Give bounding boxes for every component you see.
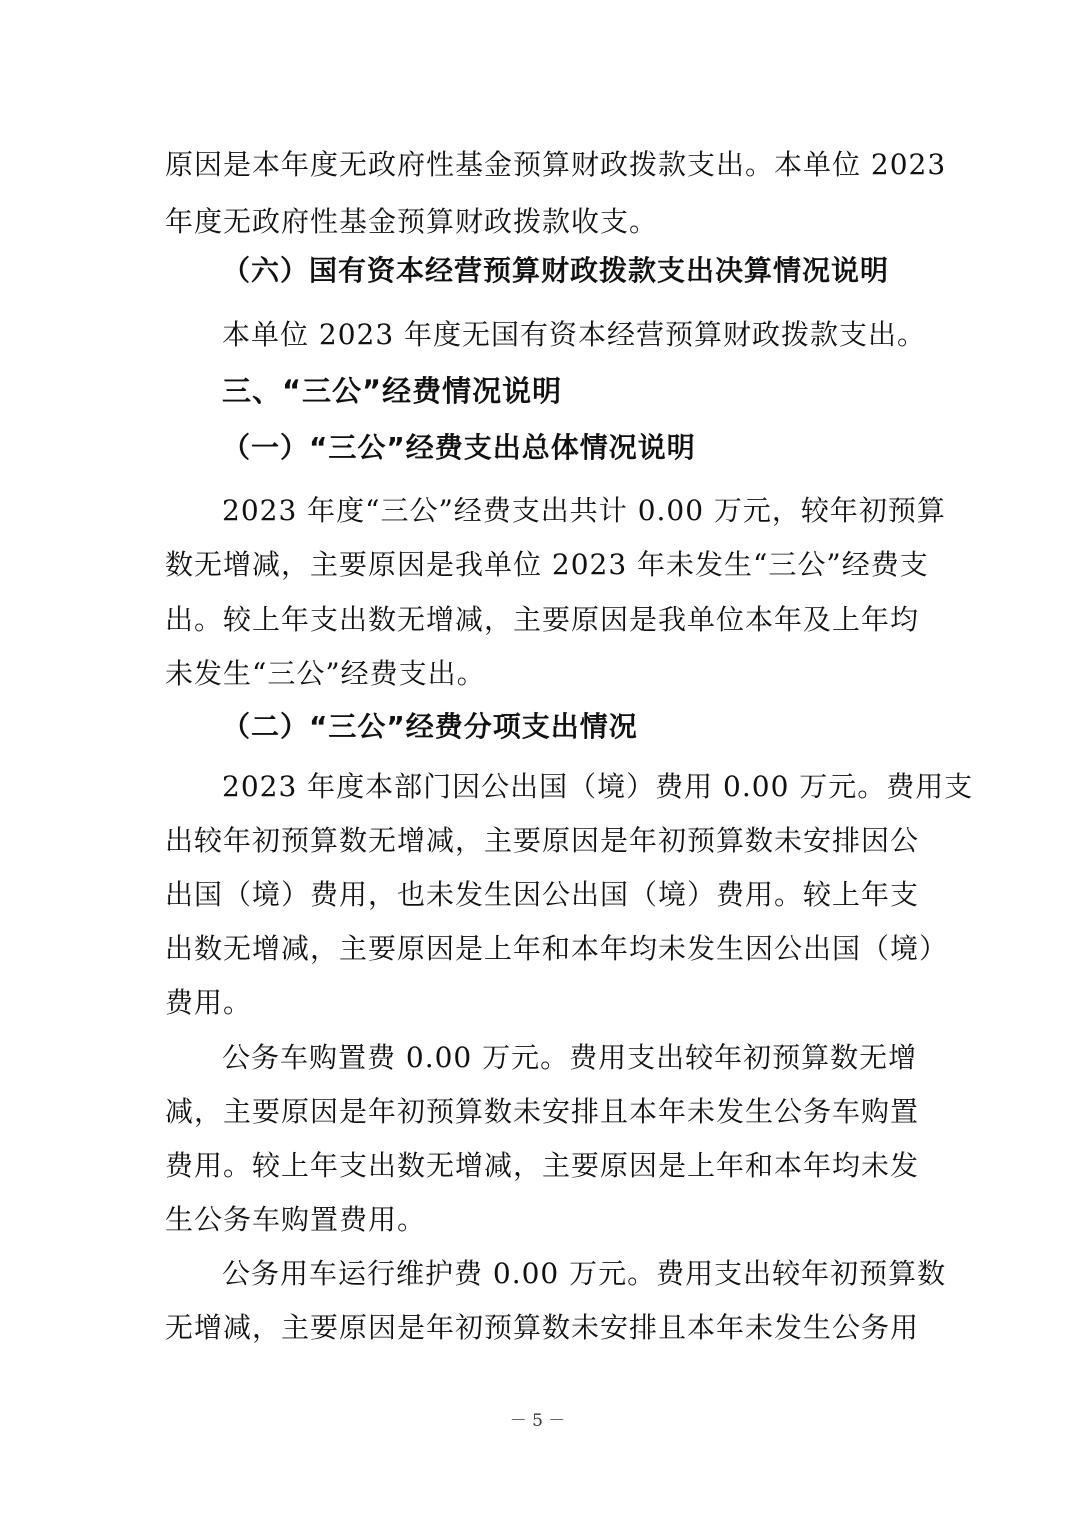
paragraph-line: 费用。 bbox=[165, 986, 253, 1019]
paragraph-line: 无增减，主要原因是年初预算数未安排且本年未发生公务用 bbox=[165, 1311, 920, 1344]
paragraph-line: 2023 年度“三公”经费支出共计 0.00 万元，较年初预算 bbox=[222, 494, 946, 527]
paragraph-line: 公务用车运行维护费 0.00 万元。费用支出较年初预算数 bbox=[222, 1257, 947, 1290]
section-heading-6: （六）国有资本经营预算财政拨款支出决算情况说明 bbox=[222, 254, 890, 287]
paragraph-line: 年度无政府性基金预算财政拨款收支。 bbox=[165, 205, 659, 238]
paragraph-line: 出数无增减，主要原因是上年和本年均未发生因公出国（境） bbox=[165, 932, 949, 965]
paragraph-line: 未发生“三公”经费支出。 bbox=[165, 657, 486, 690]
paragraph-line: 本单位 2023 年度无国有资本经营预算财政拨款支出。 bbox=[222, 318, 927, 351]
section-heading-1: （一）“三公”经费支出总体情况说明 bbox=[222, 431, 696, 464]
section-heading-2: （二）“三公”经费分项支出情况 bbox=[222, 710, 638, 743]
page-number: － 5 － bbox=[509, 1411, 566, 1431]
section-heading-3: 三、“三公”经费情况说明 bbox=[222, 374, 563, 408]
paragraph-line: 减，主要原因是年初预算数未安排且本年未发生公务车购置 bbox=[165, 1095, 920, 1128]
paragraph-line: 公务车购置费 0.00 万元。费用支出较年初预算数无增 bbox=[222, 1041, 918, 1074]
paragraph-line: 出较年初预算数无增减，主要原因是年初预算数未安排因公 bbox=[165, 824, 920, 857]
paragraph-line: 数无增减，主要原因是我单位 2023 年未发生“三公”经费支 bbox=[165, 548, 929, 581]
paragraph-line: 费用。较上年支出数无增减，主要原因是上年和本年均未发 bbox=[165, 1149, 920, 1182]
paragraph-line: 出。较上年支出数无增减，主要原因是我单位本年及上年均 bbox=[165, 603, 920, 636]
paragraph-line: 出国（境）费用，也未发生因公出国（境）费用。较上年支 bbox=[165, 878, 920, 911]
paragraph-line: 原因是本年度无政府性基金预算财政拨款支出。本单位 2023 bbox=[165, 148, 947, 181]
paragraph-line: 2023 年度本部门因公出国（境）费用 0.00 万元。费用支 bbox=[222, 770, 974, 803]
paragraph-line: 生公务车购置费用。 bbox=[165, 1203, 427, 1236]
